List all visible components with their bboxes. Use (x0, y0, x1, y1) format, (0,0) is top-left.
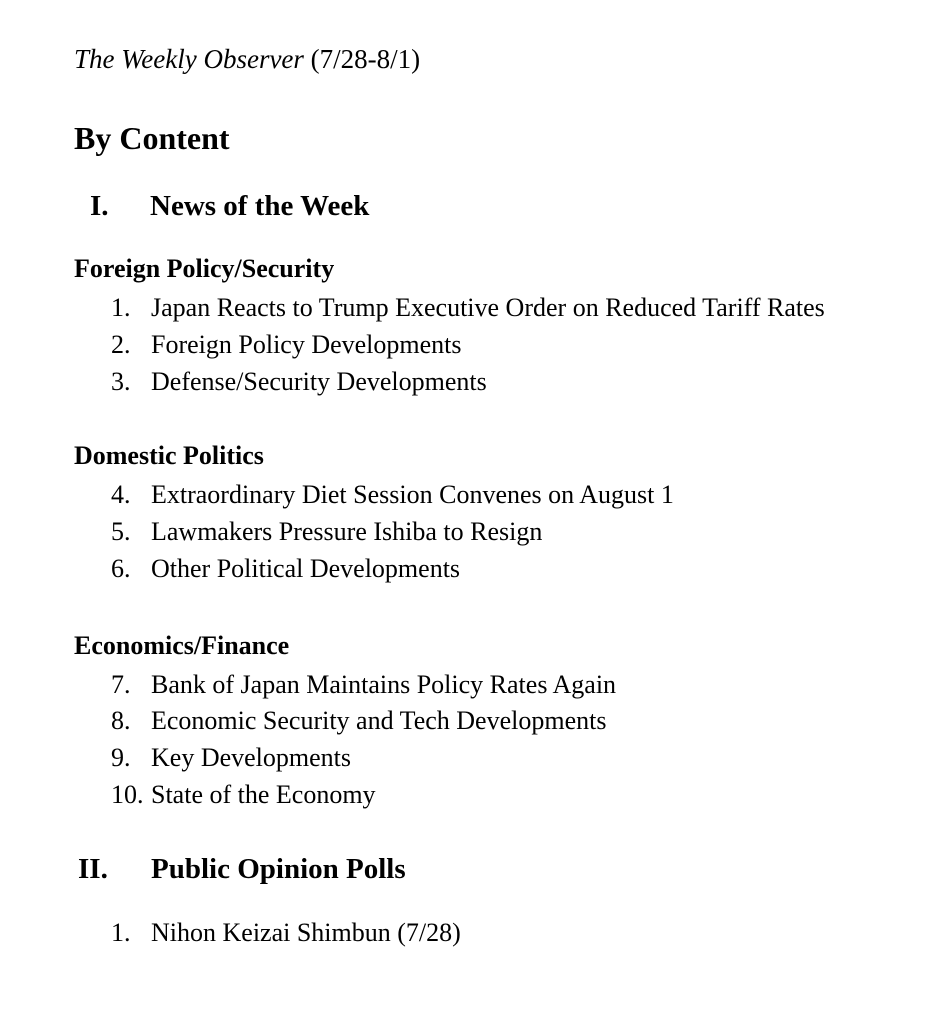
section-heading-polls (78, 853, 498, 889)
list-item[interactable] (111, 330, 911, 360)
item-number: 1. (111, 918, 131, 947)
item-number: 7. (111, 670, 131, 699)
list-item[interactable] (111, 743, 911, 773)
list-item[interactable] (111, 517, 911, 547)
item-text[interactable]: Key Developments (151, 743, 352, 772)
item-number: 5. (111, 517, 131, 546)
list-item[interactable] (111, 293, 911, 323)
item-text[interactable]: Lawmakers Pressure Ishiba to Resign (151, 517, 543, 546)
list-item[interactable] (111, 554, 911, 584)
item-text[interactable]: Japan Reacts to Trump Executive Order on Reduced Tariff Rates (151, 293, 825, 322)
item-number: 8. (111, 706, 131, 735)
item-text[interactable]: Extraordinary Diet Session Convenes on August 1 (151, 480, 674, 509)
list-item[interactable] (111, 780, 911, 810)
item-number: 3. (111, 367, 131, 396)
section-numeral: II. (78, 853, 108, 885)
group-heading-economics-finance: Economics/Finance (74, 631, 290, 660)
list-item[interactable] (111, 706, 911, 736)
item-text[interactable]: Economic Security and Tech Developments (151, 706, 607, 735)
item-number: 10. (111, 780, 144, 809)
item-number: 1. (111, 293, 131, 322)
section-title: News of the Week (150, 190, 370, 222)
section-title: Public Opinion Polls (151, 853, 406, 885)
section-numeral: I. (90, 190, 109, 222)
item-number: 4. (111, 480, 131, 509)
list-item[interactable] (111, 918, 911, 948)
date-range: (7/28-8/1) (303, 44, 421, 74)
group-heading-foreign-policy: Foreign Policy/Security (74, 254, 335, 283)
item-text[interactable]: Nihon Keizai Shimbun (7/28) (151, 918, 461, 947)
page-heading: By Content (74, 120, 230, 156)
item-number: 9. (111, 743, 131, 772)
item-text[interactable]: Foreign Policy Developments (151, 330, 462, 359)
publication-name: The Weekly Observer (74, 44, 304, 74)
section-heading-news (90, 190, 490, 226)
list-item[interactable] (111, 480, 911, 510)
item-text[interactable]: Other Political Developments (151, 554, 461, 583)
group-heading-domestic-politics: Domestic Politics (74, 441, 264, 470)
item-number: 6. (111, 554, 131, 583)
item-text[interactable]: Bank of Japan Maintains Policy Rates Again (151, 670, 617, 699)
item-text[interactable]: Defense/Security Developments (151, 367, 487, 396)
document-title (74, 44, 420, 75)
item-text[interactable]: State of the Economy (151, 780, 376, 809)
list-item[interactable] (111, 670, 911, 700)
list-item[interactable] (111, 367, 911, 397)
item-number: 2. (111, 330, 131, 359)
